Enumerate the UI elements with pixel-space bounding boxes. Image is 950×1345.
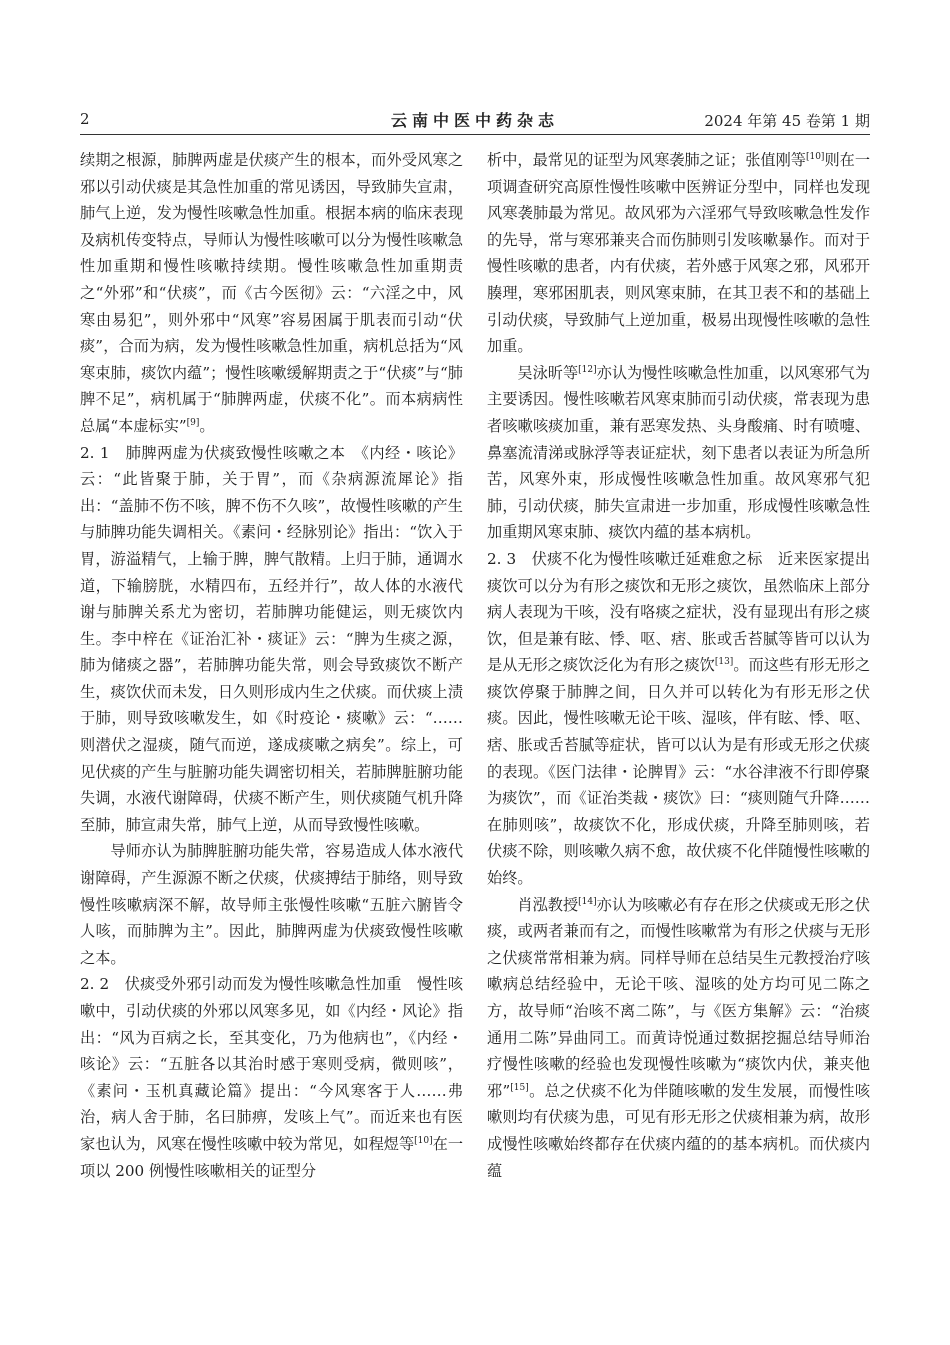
page-number: 2 — [80, 110, 90, 128]
paragraph — [80, 147, 463, 440]
paragraph-text: 肖泓教授 — [517, 895, 579, 914]
section-heading: 2. 1 肺脾两虚为伏痰致慢性咳嗽之本 — [80, 443, 362, 462]
paragraph — [487, 147, 870, 360]
paragraph — [487, 546, 870, 892]
citation: [9] — [186, 417, 200, 428]
paragraph-text: 近来医家提出痰饮可以分为有形之痰饮和无形之痰饮，虽然临床上部分病人表现为干咳，没有咯痰之症状，没有显现出有形之痰饮，但是兼有眩、悸、呕、痞、胀或舌苔腻等皆可以认为是从无形之痰饮泛化为有形之痰饮 — [487, 549, 871, 675]
citation: [14] — [578, 896, 597, 907]
citation: [12] — [578, 364, 597, 375]
paragraph — [487, 892, 870, 1185]
journal-title: 云南中医中药杂志 — [390, 111, 559, 130]
section-heading: 2. 2 伏痰受外邪引动而发为慢性咳嗽急性加重 — [80, 975, 418, 994]
paragraph — [80, 971, 463, 1184]
paragraph-text: 吴泳昕等 — [517, 363, 579, 382]
paragraph-text: 。总之伏痰不化为伴随咳嗽的发生发展，而慢性咳嗽则均有伏痰为患，可见有形无形之伏痰相兼为病，故形成慢性咳嗽始终都存在伏痰内蕴的的基本病机。而伏痰内蕴 — [487, 1081, 871, 1180]
citation: [15] — [510, 1082, 529, 1093]
paragraph-text: 在一项以 200 例慢性咳嗽相关的证型分 — [80, 1134, 464, 1180]
paragraph: 导师亦认为肺脾脏腑功能失常，容易造成人体水液代谢障碍，产生源源不断之伏痰，伏痰搏结于肺络，则导致慢性咳嗽病深不解，故导师主张慢性咳嗽“五脏六腑皆令人咳，而肺脾为主”。因此，肺脾两虚为伏痰致慢性咳嗽之本。 — [80, 842, 463, 967]
paragraph — [80, 440, 463, 839]
paragraph-text: 析中，最常见的证型为风寒袭肺之证；张值刚等 — [487, 151, 806, 169]
paragraph-text: 续期之根源，肺脾两虚是伏痰产生的根本，而外受风寒之邪以引动伏痰是其急性加重的常见诱因，导致肺失宣肃，肺气上逆，发为慢性咳嗽急性加重。根据本病的临床表现及病机传变特点，导师认为慢性咳嗽可以分为慢性咳嗽急性加重期和慢性咳嗽持续期。慢性咳嗽急性加重期责之“外邪”和“伏痰”，而《古今医彻》云：“六淫之中，风寒由易犯”，则外邪中“风寒”容易困属于肌表而引动“伏痰”，合而为病，发为慢性咳嗽急性加重，病机总括为“风寒束肺，痰饮内蕴”；慢性咳嗽缓解期责之于“伏痰”与“肺脾不足”，病机属于“肺脾两虚，伏痰不化”。而本病病性总属“本虚标实” — [80, 151, 463, 435]
citation: [13] — [714, 657, 734, 668]
paragraph-text: 亦认为咳嗽必有存在形之伏痰或无形之伏痰，或两者兼而有之，而慢性咳嗽常为有形之伏痰与无形之伏痰常常相兼为病。同样导师在总结吴生元教授治疗咳嗽病总结经验中，无论干咳、湿咳的处方均可见二陈之方，故导师“治咳不离二陈”，与《医方集解》云：“治痰通用二陈”异曲同工。而黄诗悦通过数据挖掘总结导师治疗慢性咳嗽的经验也发现慢性咳嗽为“痰饮内伏，兼夹他邪” — [487, 895, 870, 1100]
paragraph — [487, 360, 870, 546]
issue-info: 2024 年第 45 卷第 1 期 — [704, 112, 870, 130]
citation: [10] — [805, 151, 825, 162]
paragraph-text: 慢性咳嗽中，引动伏痰的外邪以风寒多见，如《内经・风论》指出：“风为百病之长，至其变化，乃为他病也”，《内经・咳论》云：“五脏各以其治时感于寒则受病，微则咳”，《素问・玉机真藏论篇》提出：“今风寒客于人……弗治，病人舍于肺，名曰肺痹，发咳上气”。而近来也有医家也认为，风寒在慢性咳嗽中较为常见，如程煜等 — [80, 975, 464, 1153]
paragraph-text: 亦认为慢性咳嗽急性加重，以风寒邪气为主要诱因。慢性咳嗽若风寒束肺而引动伏痰，常表现为患者咳嗽咳痰加重，兼有恶寒发热、头身酸痛、时有喷嚏、鼻塞流清涕或脉浮等表证症状，刻下患者以表证为所急所苦，风寒外束，形成慢性咳嗽急性加重。故风寒邪气犯肺，引动伏痰，肺失宣肃进一步加重，形成慢性咳嗽急性加重期风寒束肺、痰饮内蕴的基本病机。 — [487, 363, 870, 542]
paragraph-text: 《内经・咳论》云：“此皆聚于肺，关于胃”，而《杂病源流犀论》指出：“盖肺不伤不咳，脾不伤不久咳”，故慢性咳嗽的产生与肺脾功能失调相关。《素问・经脉别论》指出：“饮入于胃，游溢精气，上输于脾，脾气散精。上归于肺，通调水道，下输膀胱，水精四布，五经并行”，故人体的水液代谢与肺脾关系尤为密切，若肺脾功能健运，则无痰饮内生。李中梓在《证治汇补・痰证》云：“脾为生痰之源，肺为储痰之器”，若肺脾功能失常，则会导致痰饮不断产生，痰饮伏而未发，日久则形成内生之伏痰。而伏痰上渍于肺，则导致咳嗽发生，如《时疫论・痰嗽》云：“……则潜伏之湿痰，随气而逆，遂成痰嗽之病矣”。综上，可见伏痰的产生与脏腑功能失调密切相关，若肺脾脏腑功能失调，水液代谢障碍，伏痰不断产生，则伏痰随气机升降至肺，肺宣肃失常，肺气上逆，从而导致慢性咳嗽。 — [80, 443, 464, 834]
right-column — [487, 147, 870, 1184]
page-header — [80, 108, 870, 135]
paragraph-text: 。而这些有形无形之痰饮停聚于肺脾之间，日久并可以转化为有形无形之伏痰。因此，慢性咳嗽无论干咳、湿咳，伴有眩、悸、呕、痞、胀或舌苔腻等症状，皆可以认为是有形或无形之伏痰的表现。《医门法律・论脾胃》云：“水谷津液不行即停聚为痰饮”，而《证治类裁・痰饮》曰：“痰则随气升降……在肺则咳”，故痰饮不化，形成伏痰，升降至肺则咳，若伏痰不除，则咳嗽久病不愈，故伏痰不化伴随慢性咳嗽的始终。 — [487, 656, 871, 888]
paragraph-text: 。 — [199, 416, 215, 435]
citation: [10] — [414, 1135, 433, 1146]
section-heading: 2. 3 伏痰不化为慢性咳嗽迁延难愈之标 — [487, 549, 778, 568]
left-column — [80, 147, 463, 1184]
paragraph-text: 则在一项调查研究高原性慢性咳嗽中医辨证分型中，同样也发现风寒袭肺最为常见。故风邪为六淫邪气导致咳嗽急性发作的先导，常与寒邪兼夹合而伤肺则引发咳嗽暴作。而对于慢性咳嗽的患者，内有伏痰，若外感于风寒之邪，风邪开腠理，寒邪困肌表，则风寒束肺，在其卫表不和的基础上引动伏痰，导致肺气上逆加重，极易出现慢性咳嗽的急性加重。 — [487, 151, 871, 356]
